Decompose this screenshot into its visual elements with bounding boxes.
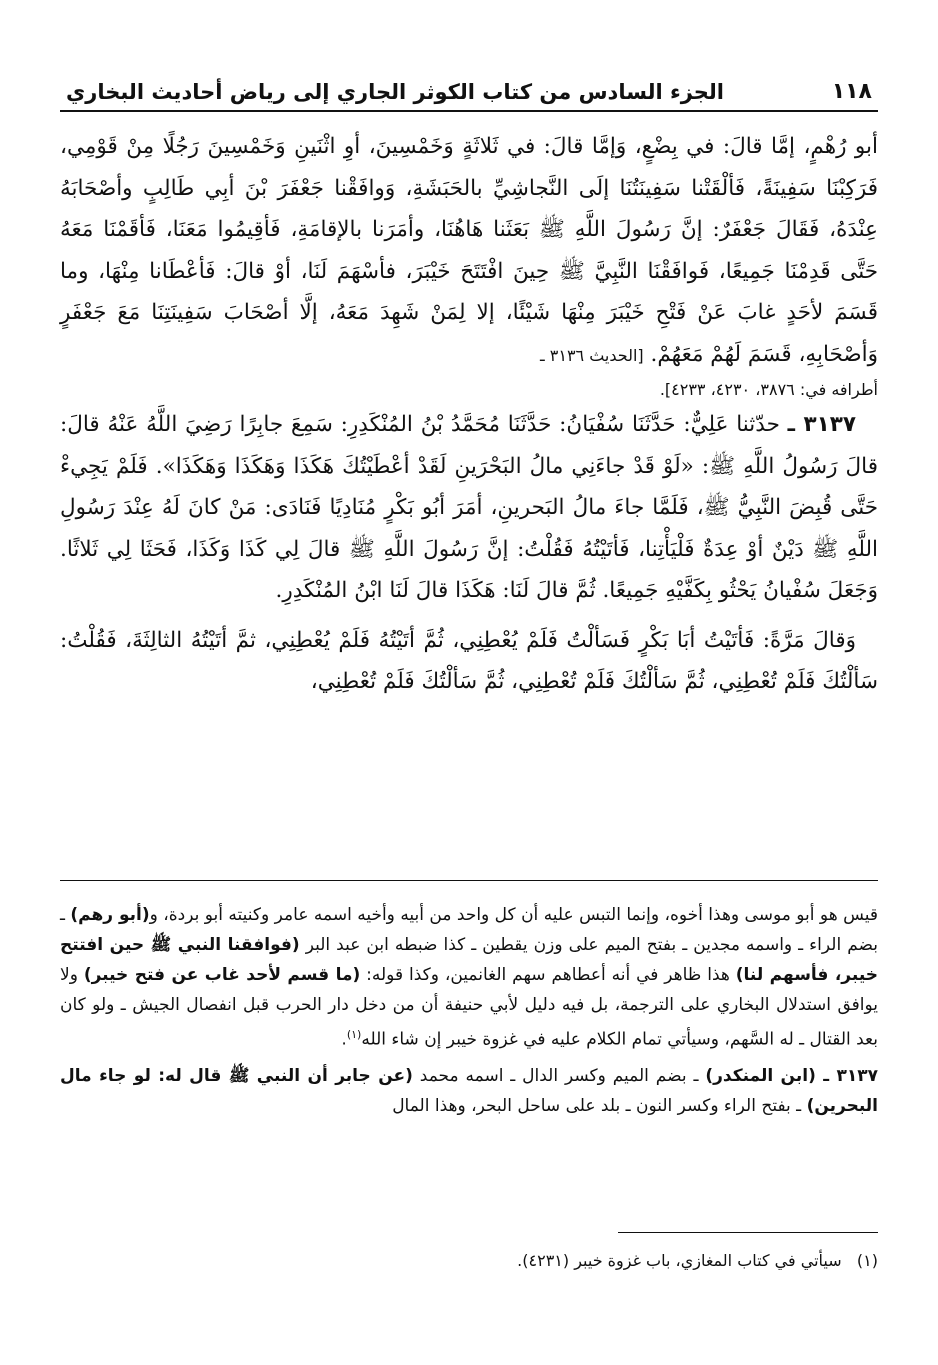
commentary-quote: (فوافقنا النبي ﷺ حين افتتح خيبر، فأسهم لنا) <box>60 935 879 985</box>
main-text <box>60 126 878 703</box>
hadith-3137-para-1 <box>60 404 878 612</box>
footnote-text: سيأتي في كتاب المغازي، باب غزوة خيبر (٤٢٣١). <box>517 1251 842 1270</box>
commentary <box>60 900 878 1121</box>
hadith-3137-text-2: وَقالَ مَرَّةً: فَأتَيْتُ أبَا بَكْرٍ فَسَألْتُ فَلَمْ يُعْطِنِي، ثُمَّ أتَيْتُهُ فَلَمْ يُعْطِنِي، ثمَّ أتَيْتُهُ الثالِثَةَ، فَقُلْتُ: سَألْتُكَ فَلَمْ تُعْطِنِي، ثُمَّ سَألْتُكَ فَلَمْ تُعْطِنِي، ثُمَّ سَألْتُكَ فَلَمْ تُعْطِنِي، <box>60 627 878 694</box>
footnote <box>60 1248 878 1274</box>
commentary-text: ولا يوافق استدلال البخاري على الترجمة، بل فيه دليل لأبي حنيفة أن من دخل دار الحرب قبل انفصال الجيش ـ ولو كان بعد القتال ـ له السَّهم، وسيأتي تمام الكلام عليه في غزوة خيبر إن شاء الله <box>60 965 878 1050</box>
commentary-quote: ٣١٣٧ ـ (ابن المنكدر) <box>705 1065 878 1086</box>
commentary-divider <box>60 880 878 881</box>
commentary-text: هذا ظاهر في أنه أعطاهم سهم الغانمين، وكذا قوله: <box>360 965 736 985</box>
running-title: الجزء السادس من كتاب الكوثر الجاري إلى رياض أحاديث البخاري <box>66 80 724 104</box>
footnote-divider <box>618 1232 878 1233</box>
commentary-text: ـ بضم الميم وكسر الدال ـ اسمه محمد <box>412 1065 706 1086</box>
hadith-3136-continuation <box>60 126 878 376</box>
hadith-3137-para-2 <box>60 620 878 703</box>
hadith-3137-text-1: حدّثنا عَلِيٌّ: حَدَّثَنَا سُفْيَانُ: حَدَّثَنَا مُحَمَّدُ بْنُ المُنْكَدِرِ: سَمِعَ جابِرًا رَضِيَ اللَّهُ عَنْهُ قالَ: قالَ رَسُولُ اللَّهِ ﷺ: «لَوْ قَدْ جاءَنِي مالُ البَحْرَينِ لَقَدْ أعْطَيْتُكَ هَكَذَا وَهَكَذَا وَهَكَذَا». فَلَمْ يَجِيءْ حَتَّى قُبِضَ النَّبِيُّ ﷺ، فَلَمَّا جاءَ مالُ البَحرينِ، أمَرَ أبُو بَكْرٍ مُنَادِيًا فَنَادَى: مَنْ كانَ لَهُ عِنْدَ رَسُولِ اللَّهِ ﷺ دَيْنٌ أوْ عِدَةٌ فَلْيَأْتِنا، فَأتَيْتُهُ فَقُلْتُ: إنَّ رَسُولَ اللَّهِ ﷺ قالَ لِي كَذَا وَكَذَا، فَحَثَا لِي ثَلاثًا. وَجَعَلَ سُفْيانُ يَحْثُو بِكَفَّيْهِ جَمِيعًا. ثُمَّ قالَ لَنَا: هَكَذَا قالَ لَنَا ابْنُ المُنْكَدِرِ. <box>60 412 878 603</box>
commentary-text: ـ بضم الراء ـ واسمه مجدين ـ بفتح الميم على وزن يقطين ـ كذا ضبطه ابن عبد البر <box>60 905 878 955</box>
commentary-text: . <box>341 1029 347 1050</box>
commentary-text: قيس هو أبو موسى وهذا أخوه، وإنما التبس عليه أن كل واحد من أبيه وأخيه اسمه عامر وكنيته أبو بردة، و <box>149 905 879 925</box>
commentary-quote: (ما قسم لأحد غاب عن فتح خيبر) <box>83 965 361 985</box>
commentary-quote: (عن جابر أن النبي ﷺ قال له: لو جاء مال البحرين) <box>60 1065 878 1116</box>
commentary-text: ـ بفتح الراء وكسر النون ـ بلد على ساحل البحر، وهذا المال <box>392 1095 807 1116</box>
hadith-3136-text: أبو رُهْمٍ، إمَّا قالَ: في بِضْعٍ، وَإمَّا قالَ: في ثَلاثَةٍ وَخَمْسِينَ، أوِ اثْنَينِ وَخَمْسِينَ رَجُلًا مِنْ قَوْمِي، فَرَكِبْنَا سَفِينَةً، فَألْقَتْنا سَفِينَتُنَا إلَى النَّجاشِيِّ بالحَبَشَةِ، وَوافَقْنا جَعْفَرَ بْنَ أبِي طَالِبٍ وأصْحَابَهُ عِنْدَهُ، فَقَالَ جَعْفَرٌ: إنَّ رَسُولَ اللَّهِ ﷺ بَعَثَنا هَاهُنَا، وأمَرَنا بالإقامَةِ، فَأقِيمُوا مَعَنَا، فَأقَمْنَا مَعَهُ حَتَّى قَدِمْنَا جَمِيعًا، فَوافَقْنَا النَّبِيَّ ﷺ حِينَ افْتَتَحَ خَيْبَرَ، فأسْهَمَ لَنَا، أوْ قالَ: فَأعْطَانا مِنْهَا، وما قَسَمَ لأحَدٍ غابَ عَنْ فَتْحِ خَيْبَرَ مِنْهَا شَيْئًا، إلا لِمَنْ شَهِدَ مَعَهُ، إلَّا أصْحَابَ سَفِينَتِنَا مَعَ جَعْفَرٍ وَأصْحَابِهِ، قَسَمَ لَهُمْ مَعَهُمْ. <box>60 134 878 367</box>
hadith-3136-reference: [الحديث ٣١٣٦ ـ <box>539 345 644 365</box>
page-number: ١١٨ <box>831 79 872 104</box>
hadith-3137-number: ٣١٣٧ ـ <box>787 412 856 437</box>
page-header <box>60 60 878 112</box>
commentary-quote: (أبو رهم) <box>70 905 150 925</box>
footnote-number: (١) <box>856 1251 878 1270</box>
hadith-3136-atraf: أطرافه في: ٣٨٧٦، ٤٢٣٠، ٤٢٣٣]. <box>659 380 878 399</box>
footnote-marker[interactable]: (١) <box>346 1028 362 1041</box>
commentary-para-2 <box>60 1061 878 1121</box>
commentary-para-1 <box>60 900 878 1055</box>
book-page <box>60 60 878 1345</box>
